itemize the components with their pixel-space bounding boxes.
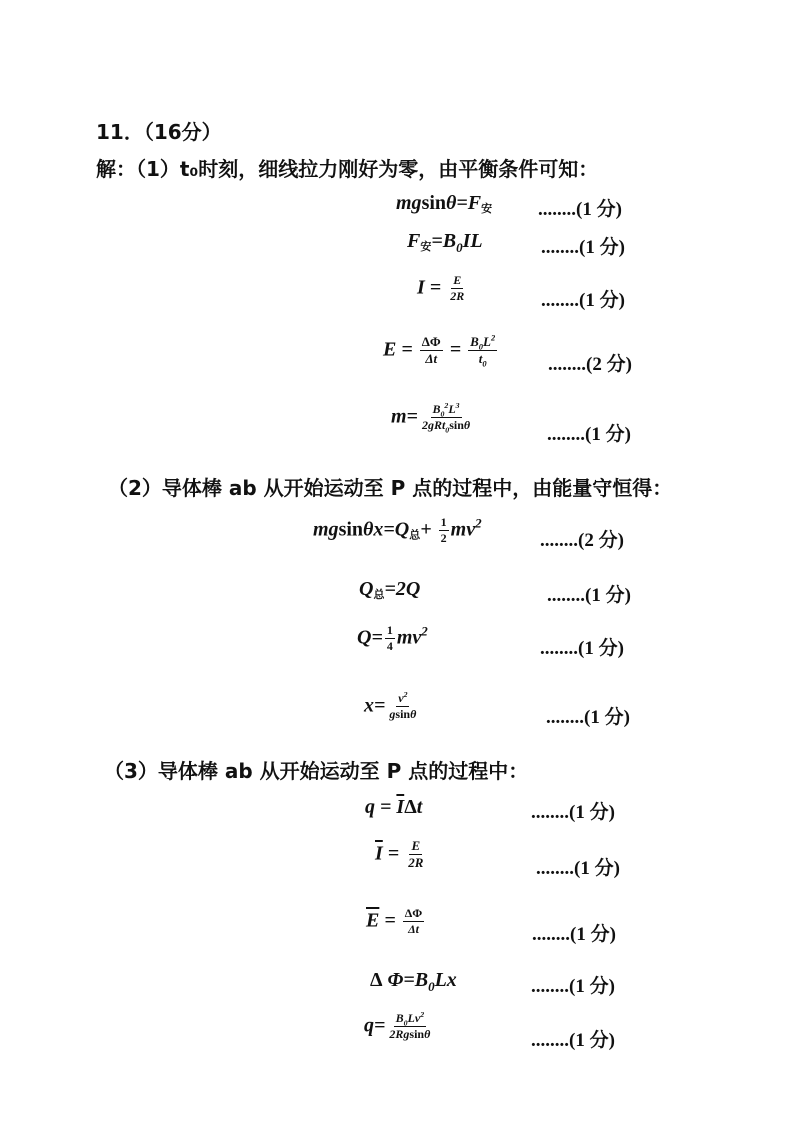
equation-1-1: mgsinθ=F安 xyxy=(396,192,493,215)
score-1-1: ........(1 分) xyxy=(538,199,622,220)
equation-1-4: E = $\frac{\Delta\Phi}{\Delta t}$ = $\frac{B_0L^2}{t_0}$ xyxy=(383,332,496,369)
score-3-4: ........(1 分) xyxy=(531,976,615,997)
equation-2-4: x= $\frac{v^2}{gsin\theta}$ xyxy=(364,690,417,722)
equation-3-5: q= $\frac{B_0Lv^2}{2Rgsin\theta}$ xyxy=(364,1010,431,1042)
score-1-4: ........(2 分) xyxy=(548,354,632,375)
score-2-4: ........(1 分) xyxy=(546,707,630,728)
equation-3-3: $\overline{E}$ = $\frac{\Delta\Phi}{\Delta t}$ xyxy=(366,906,423,937)
part3-intro: （3）导体棒 ab 从开始运动至 P 点的过程中： xyxy=(104,759,529,783)
score-2-2: ........(1 分) xyxy=(547,585,631,606)
equation-1-5: m= $\frac{B_0^2L^3}{2gRt_0\sin\theta}$ xyxy=(391,401,471,435)
equation-3-2: $\overline{I}$ = $\frac{E}{2R}$ xyxy=(375,838,424,871)
part2-intro: （2）导体棒 ab 从开始运动至 P 点的过程中，由能量守恒得： xyxy=(108,476,673,500)
question-title: 11．（16分） xyxy=(96,120,222,144)
equation-3-4: Δ $\Phi=B_0Lx$ xyxy=(370,969,457,994)
equation-3-1: $q = \overline{I}\Delta t$ xyxy=(365,796,423,818)
score-2-1: ........(2 分) xyxy=(540,530,624,551)
score-1-2: ........(1 分) xyxy=(541,237,625,258)
equation-1-3: I = $\frac{E}{2R}$ xyxy=(417,273,465,304)
score-1-3: ........(1 分) xyxy=(541,290,625,311)
score-3-1: ........(1 分) xyxy=(531,802,615,823)
equation-1-2: F安$=B_0IL$ xyxy=(407,230,483,255)
score-3-2: ........(1 分) xyxy=(536,858,620,879)
score-2-3: ........(1 分) xyxy=(540,638,624,659)
score-1-5: ........(1 分) xyxy=(547,424,631,445)
part1-intro: 解：（1）t₀时刻，细线拉力刚好为零，由平衡条件可知： xyxy=(96,157,599,181)
score-3-3: ........(1 分) xyxy=(532,924,616,945)
score-3-5: ........(1 分) xyxy=(531,1030,615,1051)
equation-2-3: Q= $\frac{1}{4}$ $mv^2$ xyxy=(357,623,428,654)
equation-2-1: mgsinθx=Q总+ $\frac{1}{2}$ $mv^2$ xyxy=(313,515,482,546)
equation-2-2: Q总=2Q xyxy=(359,578,421,601)
